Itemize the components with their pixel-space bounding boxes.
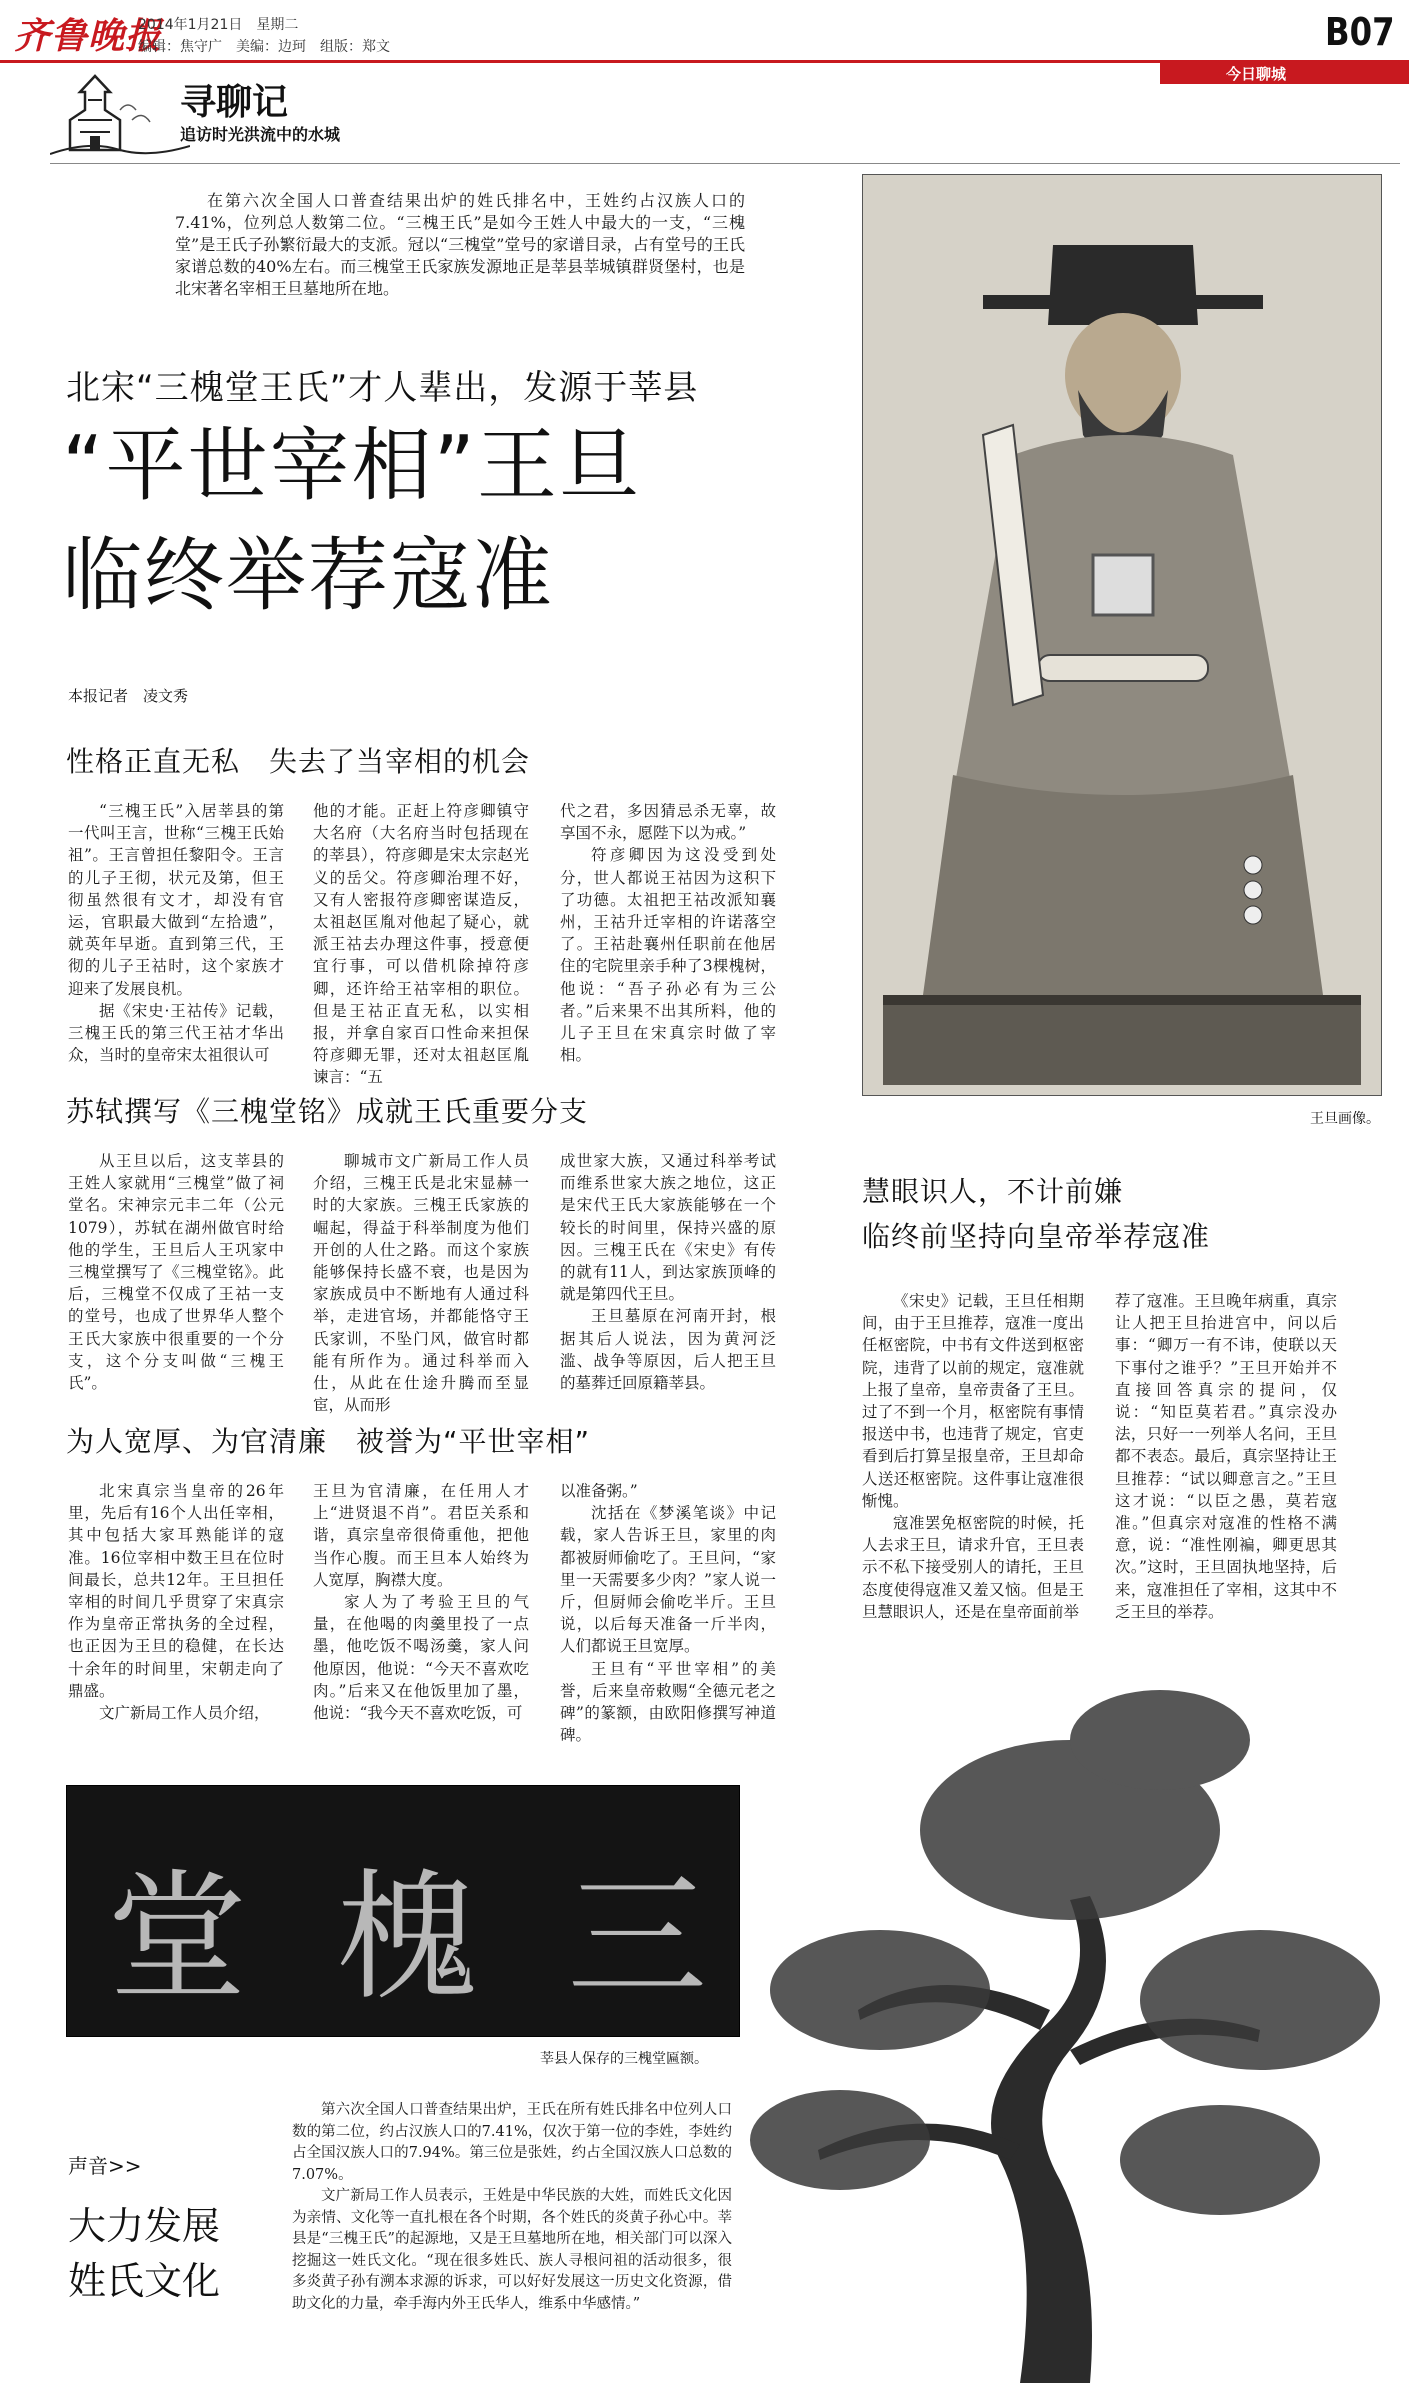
paragraph: 他的才能。正赶上符彦卿镇守大名府（大名府当时包括现在的莘县），符彦卿是宋太宗赵光义的岳父。符彦卿治理不好，又有人密报符彦卿密谋造反，太祖赵匡胤对他起了疑心，就派王祜去办理这件事，授意便宜行事，可以借机除掉符彦卿，还许给王祜宰相的职位。但是王祜正直无私，以实相报，并拿自家百口性命来担保符彦卿无罪，还对太祖赵匡胤谏言：“五: [313, 802, 529, 1087]
intro-text: 在第六次全国人口普查结果出炉的姓氏排名中，王姓约占汉族人口的7.41%，位列总人数第二位。“三槐王氏”是如今王姓人中最大的一支，“三槐堂”是王氏子孙繁衍最大的支派。冠以“三槐堂”堂号的家谱目录，占有堂号的王氏家谱总数的40%左右。而三槐堂王氏家族发源地正是莘县莘城镇群贤堡村，也是北宋著名宰相王旦墓地所在地。: [175, 191, 745, 298]
section-1-col-2: [313, 800, 529, 1089]
right-heading-line-2: 临终前坚持向皇帝举荐寇准: [862, 1220, 1211, 1253]
column-title: 寻聊记: [180, 81, 289, 123]
paragraph: 文广新局工作人员表示，王姓是中华民族的大姓，而姓氏文化因为亲情、文化等一直扎根在各个时期，各个姓氏的炎黄子孙心中。莘县是“三槐王氏”的起源地，又是王旦墓地所在地，相关部门可以深入挖掘这一姓氏文化。“现在很多姓氏、族人寻根问祖的活动很多，很多炎黄子孙有溯本求源的诉求，可以好好发展这一历史文化资源，借助文化的力量，牵手海内外王氏华人，维系中华感情。”: [292, 2188, 732, 2312]
paper-name: 齐鲁晚报: [14, 15, 163, 57]
paragraph: 王旦有“平世宰相”的美誉，后来皇帝敕赐“全德元老之碑”的篆额，由欧阳修撰写神道碑。: [560, 1659, 776, 1745]
section-1-heading: 性格正直无私 失去了当宰相的机会: [66, 745, 531, 778]
section-2-col-3: [560, 1150, 776, 1394]
paragraph: “三槐王氏”入居莘县的第一代叫王言，世称“三槐王氏始祖”。王言曾担任黎阳令。王言的儿子王彻，状元及第，但王彻虽然很有文才，却没有官运，官职最大做到“左拾遗”，就英年早逝。直到第三代，王彻的儿子王祜时，这个家族才迎来了发展良机。: [68, 802, 284, 998]
headline-main-1: “平世宰相”王旦: [62, 419, 641, 512]
section-2-col-1: [68, 1150, 284, 1394]
masthead: [0, 0, 1409, 83]
headline-main-2: 临终举荐寇准: [62, 529, 554, 622]
section-1-col-3: [560, 800, 776, 1066]
paragraph: 王旦为官清廉，在任用人才上“进贤退不肖”。君臣关系和谐，真宗皇帝很倚重他，把他当作心腹。而王旦本人始终为人宽厚，胸襟大度。: [313, 1482, 529, 1589]
section-tab-label: 今日聊城: [1226, 65, 1287, 83]
byline: 本报记者 凌文秀: [68, 687, 189, 705]
staff-line: 编辑：焦守广 美编：边珂 组版：郑文: [138, 39, 390, 55]
plaque-image: [66, 1785, 740, 2037]
section-3-col-1: [68, 1480, 284, 1724]
column-header: [50, 70, 450, 160]
paragraph: 寇准罢免枢密院的时候，托人去求王旦，请求升官，王旦表示不私下接受别人的请托，王旦态度使得寇准又羞又恼。但是王旦慧眼识人，还是在皇帝面前举: [862, 1514, 1084, 1621]
paragraph: 文广新局工作人员介绍，: [99, 1704, 270, 1723]
paragraph: 荐了寇准。王旦晚年病重，真宗让人把王旦抬进宫中，问以后事：“卿万一有不讳，使联以天下事付之谁乎？”王旦开始并不直接回答真宗的提问，仅说：“知臣莫若君。”真宗没办法，只好一一列举人名问，王旦都不表态。最后，真宗坚持让王旦推荐：“试以卿意言之。”王旦这才说：“以臣之愚，莫若寇准。”但真宗对寇准的性格不满意，说：“准性刚褊，卿更思其次。”这时，王旦固执地坚持，后来，寇准担任了宰相，这其中不乏王旦的举荐。: [1115, 1292, 1337, 1621]
right-col-2: [1115, 1290, 1337, 1623]
right-heading-line-1: 慧眼识人，不计前嫌: [862, 1175, 1124, 1208]
paragraph: 沈括在《梦溪笔谈》中记载，家人告诉王旦，家里的肉都被厨师偷吃了。王旦问，“家里一天需要多少肉？”家人说一斤，但厨师会偷吃半斤。王旦说，以后每天准备一斤半肉，人们都说王旦宽厚。: [560, 1504, 776, 1656]
paragraph: 符彦卿因为这没受到处分，世人都说王祜因为这积下了功德。太祖把王祜改派知襄州，王祜升迁宰相的许诺落空了。王祜赴襄州任职前在他居住的宅院里亲手种了3棵槐树，他说：“吾子孙必有为三公者。”后来果不出其所料，他的儿子王旦在宋真宗时做了宰相。: [560, 846, 776, 1065]
column-subtitle: 追访时光洪流中的水城: [180, 125, 341, 144]
paragraph: 以准备粥。”: [560, 1482, 638, 1500]
section-1-col-1: [68, 800, 284, 1066]
paragraph: 北宋真宗当皇帝的26年里，先后有16个人出任宰相，其中包括大家耳熟能详的寇准。16位宰相中数王旦在位时间最长，总共12年。王旦担任宰相的时间几乎贯穿了宋真宗作为皇帝正常执务的全过程，也正因为王旦的稳健，在长达十余年的时间里，宋朝走向了鼎盛。: [68, 1482, 284, 1700]
paragraph: 《宋史》记载，王旦任相期间，由于王旦推荐，寇准一度出任枢密院，中书有文件送到枢密院，违背了以前的规定，寇准就上报了皇帝，皇帝责备了王旦。过了不到一个月，枢密院有事情报送中书，也违背了规定，官吏看到后打算呈报皇帝，王旦却命人送还枢密院。这件事让寇准很惭愧。: [862, 1292, 1084, 1510]
date-line: 2014年1月21日 星期二: [138, 17, 299, 33]
plaque-char-3: 三: [567, 1857, 708, 2020]
paragraph: 家人为了考验王旦的气量，在他喝的肉羹里投了一点墨，他吃饭不喝汤羹，家人问他原因，他说：“今天不喜欢吃肉。”后来又在他饭里加了墨，他说：“我今天不喜欢吃饭，可: [313, 1593, 529, 1723]
section-2-heading: 苏轼撰写《三槐堂铭》成就王氏重要分支: [66, 1095, 589, 1128]
plaque-char-2: 槐: [337, 1857, 478, 2020]
page-number: B07: [1325, 10, 1395, 54]
section-3-col-2: [313, 1480, 529, 1724]
paragraph: 代之君，多因猜忌杀无辜，故享国不永，愿陛下以为戒。”: [560, 802, 776, 843]
voice-title-line-2: 姓氏文化: [68, 2259, 221, 2303]
voice-title-line-1: 大力发展: [68, 2204, 221, 2248]
paragraph: 王旦墓原在河南开封，根据其后人说法，因为黄河泛滥、战争等原因，后人把王旦的墓葬迁回原籍莘县。: [560, 1307, 776, 1393]
header-rule: [50, 163, 1400, 164]
section-2-col-2: [313, 1150, 529, 1416]
paragraph: 第六次全国人口普查结果出炉，王氏在所有姓氏排名中位列人口数的第二位，约占汉族人口的7.41%，仅次于第一位的李姓，李姓约占全国汉族人口的7.94%。第三位是张姓，约占全国汉族人口总数的7.07%。: [292, 2102, 732, 2183]
paragraph: 从王旦以后，这支莘县的王姓人家就用“三槐堂”做了祠堂名。宋神宗元丰二年（公元1079），苏轼在湖州做官时给他的学生，王旦后人王巩家中三槐堂撰写了《三槐堂铭》。此后，三槐堂不仅成了王祜一支的堂号，也成了世界华人整个王氏大家族中很重要的一个分支，这个分支叫做“三槐王氏”。: [68, 1152, 284, 1393]
paragraph: 成世家大族，又通过科举考试而维系世家大族之地位，这正是宋代王氏大家族能够在一个较长的时间里，保持兴盛的原因。三槐王氏在《宋史》有传的就有11人，到达家族顶峰的就是第四代王旦。: [560, 1152, 776, 1304]
section-3-heading: 为人宽厚、为官清廉 被誉为“平世宰相”: [66, 1425, 591, 1458]
voice-label: 声音>>: [68, 2154, 142, 2178]
paragraph: 据《宋史·王祜传》记载，三槐王氏的第三代王祜才华出众，当时的皇帝宋太祖很认可: [68, 1001, 284, 1065]
section-tab: [1160, 60, 1409, 84]
tower-illustration: [50, 70, 190, 156]
paragraph: 聊城市文广新局工作人员介绍，三槐王氏是北宋显赫一时的大家族。三槐王氏家族的崛起，得益于科举制度为他们开创的人仕之路。而这个家族能够保持长盛不衰，也是因为家族成员中不断地有人通过科举，走进官场，并都能恪守王氏家训，不坠门风，做官时都能有所作为。通过科举而入仕，从此在仕途升腾而至显宦，从而形: [313, 1152, 529, 1415]
portrait-caption: 王旦画像。: [1310, 1111, 1380, 1127]
plaque-caption: 莘县人保存的三槐堂匾额。: [540, 2051, 708, 2067]
portrait-figure: [863, 175, 1381, 1095]
plaque-char-1: 堂: [107, 1857, 248, 2020]
portrait-image: [862, 174, 1382, 1096]
headline-kicker: 北宋“三槐堂王氏”才人辈出，发源于莘县: [66, 368, 699, 408]
intro-paragraph: [175, 190, 745, 300]
right-col-1: [862, 1290, 1084, 1623]
tree-illustration: [740, 1600, 1409, 2383]
voice-body: [292, 2100, 732, 2315]
